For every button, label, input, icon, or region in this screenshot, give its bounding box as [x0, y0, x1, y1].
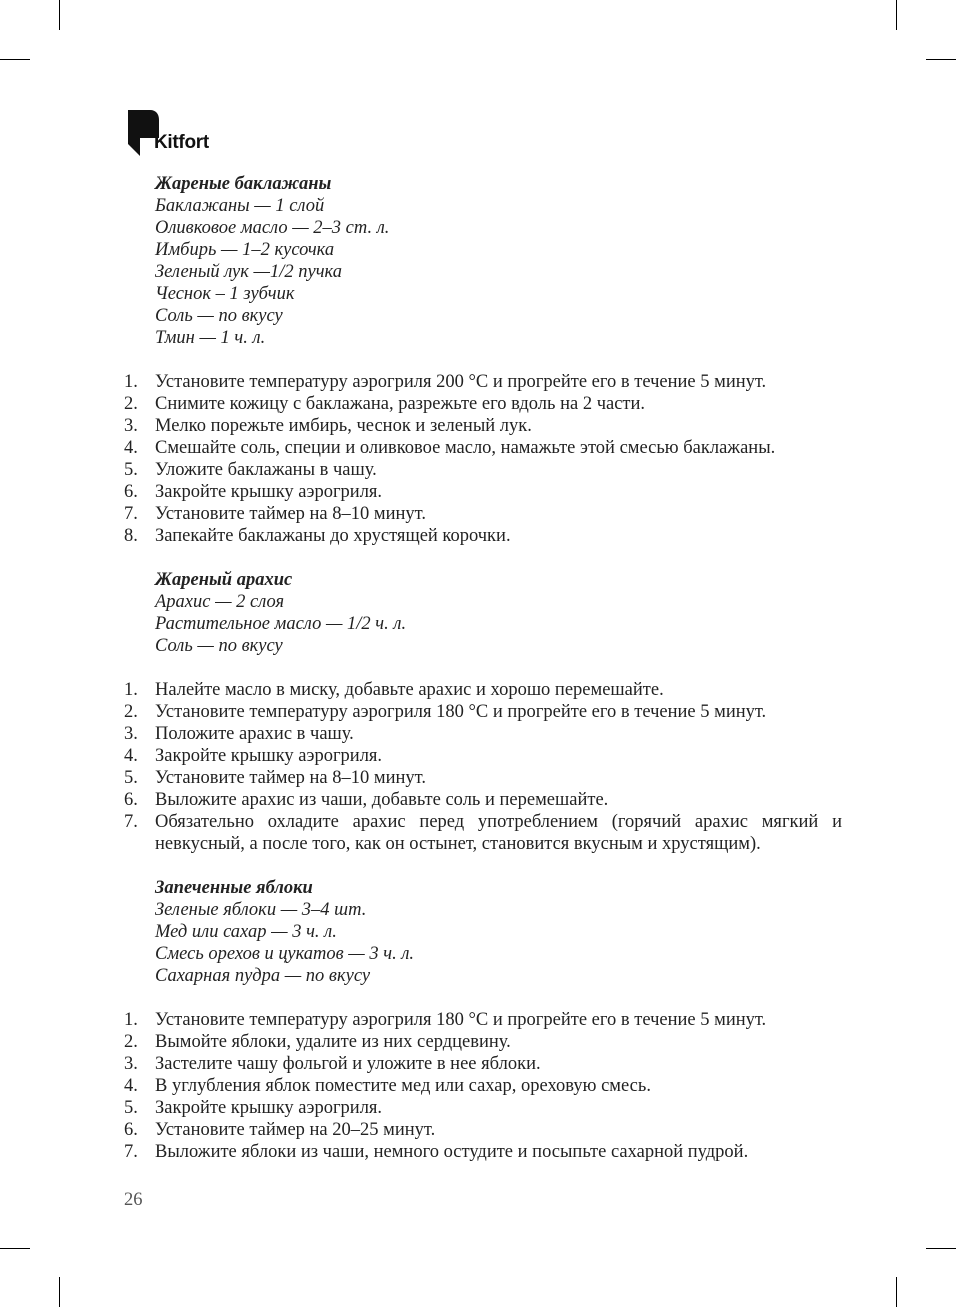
- ingredient-item: Смесь орехов и цукатов — 3 ч. л.: [155, 944, 415, 964]
- steps-list: [124, 1009, 842, 1163]
- ingredient-item: Имбирь — 1–2 кусочка: [155, 240, 335, 260]
- crop-mark: [926, 1248, 956, 1249]
- recipe-title: Запеченные яблоки: [155, 878, 313, 898]
- ingredients-list: [155, 591, 842, 657]
- step-item: 1. Налейте масло в миску, добавьте арахис и хорошо перемешайте.: [124, 680, 664, 700]
- ingredient-item: Оливковое масло — 2–3 ст. л.: [155, 218, 390, 238]
- ingredient-item: Зеленый лук —1/2 пучка: [155, 262, 342, 282]
- step-item: 2. Снимите кожицу с баклажана, разрежьте его вдоль на 2 части.: [124, 394, 646, 414]
- step-item: 7. Выложите яблоки из чаши, немного остудите и посыпьте сахарной пудрой.: [124, 1142, 749, 1162]
- ingredient-item: Сахарная пудра — по вкусу: [155, 966, 371, 986]
- ingredients-list: [155, 899, 842, 987]
- page-number: 26: [124, 1190, 143, 1210]
- step-item: 1. Установите температуру аэрогриля 200 °C и прогрейте его в течение 5 минут.: [124, 372, 767, 392]
- brand-logo: [126, 108, 236, 158]
- ingredient-item: Зеленые яблоки — 3–4 шт.: [155, 900, 367, 920]
- crop-mark: [896, 0, 897, 30]
- ingredient-item: Тмин — 1 ч. л.: [155, 328, 266, 348]
- step-item: 6. Установите таймер на 20–25 минут.: [124, 1120, 436, 1140]
- step-item: 4. В углубления яблок поместите мед или сахар, ореховую смесь.: [124, 1076, 651, 1096]
- crop-mark: [896, 1277, 897, 1307]
- recipe-baked-apples: [124, 877, 842, 1163]
- step-item: 5. Уложите баклажаны в чашу.: [124, 460, 377, 480]
- step-item: 2. Установите температуру аэрогриля 180 °C и прогрейте его в течение 5 минут.: [124, 702, 767, 722]
- crop-mark: [0, 59, 30, 60]
- step-item: 7. Обязательно охладите арахис перед употреблением (горячий арахис мягкий и невкусный, а после того, как он остынет, становится вкусным и хрустящим).: [124, 812, 842, 854]
- ingredients-list: [155, 195, 842, 349]
- ingredient-item: Мед или сахар — 3 ч. л.: [155, 922, 337, 942]
- recipe-title: Жареный арахис: [155, 570, 293, 590]
- crop-mark: [926, 59, 956, 60]
- step-item: 3. Мелко порежьте имбирь, чеснок и зеленый лук.: [124, 416, 532, 436]
- recipe-title: Жареные баклажаны: [155, 174, 332, 194]
- step-item: 5. Закройте крышку аэрогриля.: [124, 1098, 383, 1118]
- step-item: 4. Закройте крышку аэрогриля.: [124, 746, 383, 766]
- step-item: 2. Вымойте яблоки, удалите из них сердцевину.: [124, 1032, 511, 1052]
- recipe-peanuts: [124, 569, 842, 855]
- ingredient-item: Чеснок – 1 зубчик: [155, 284, 295, 304]
- ingredient-item: Баклажаны — 1 слой: [155, 196, 325, 216]
- recipes-content: [124, 173, 842, 1185]
- step-item: 6. Выложите арахис из чаши, добавьте соль и перемешайте.: [124, 790, 609, 810]
- recipe-eggplant: [124, 173, 842, 547]
- step-item: 8. Запекайте баклажаны до хрустящей корочки.: [124, 526, 511, 546]
- steps-list: [124, 371, 842, 547]
- crop-mark: [0, 1248, 30, 1249]
- crop-mark: [59, 1277, 60, 1307]
- step-item: 3. Положите арахис в чашу.: [124, 724, 354, 744]
- steps-list: [124, 679, 842, 855]
- brand-name: Kitfort: [154, 132, 209, 153]
- step-item: 7. Установите таймер на 8–10 минут.: [124, 504, 426, 524]
- step-item: 5. Установите таймер на 8–10 минут.: [124, 768, 426, 788]
- ingredient-item: Арахис — 2 слоя: [155, 592, 285, 612]
- ingredient-item: Растительное масло — 1/2 ч. л.: [155, 614, 407, 634]
- ingredient-item: Соль — по вкусу: [155, 636, 283, 656]
- step-item: 3. Застелите чашу фольгой и уложите в нее яблоки.: [124, 1054, 541, 1074]
- ingredient-item: Соль — по вкусу: [155, 306, 283, 326]
- step-item: 6. Закройте крышку аэрогриля.: [124, 482, 383, 502]
- crop-mark: [59, 0, 60, 30]
- step-item: 1. Установите температуру аэрогриля 180 °C и прогрейте его в течение 5 минут.: [124, 1010, 767, 1030]
- step-item: 4. Смешайте соль, специи и оливковое масло, намажьте этой смесью баклажаны.: [124, 438, 776, 458]
